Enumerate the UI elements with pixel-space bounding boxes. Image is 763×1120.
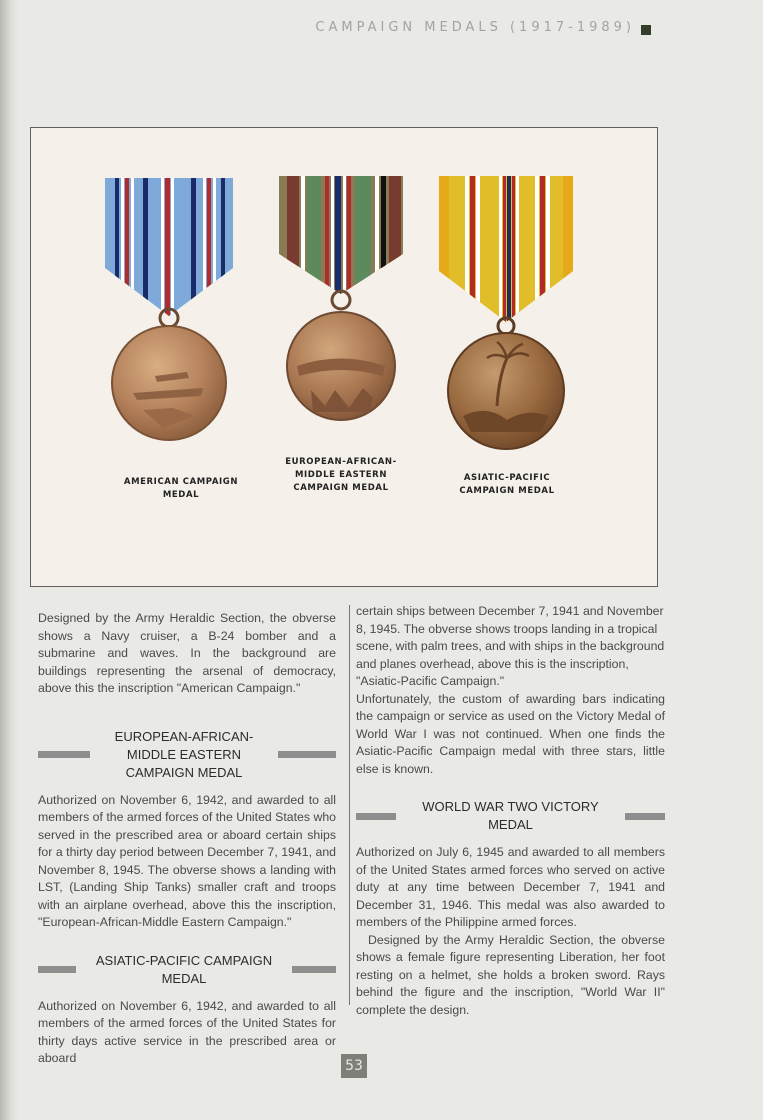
column-divider — [349, 605, 350, 1005]
heading-rule-right — [292, 966, 336, 973]
page-number: 53 — [341, 1054, 367, 1078]
eame-campaign-medal-image — [277, 176, 407, 426]
section-heading-eame — [38, 728, 336, 782]
medal-plate — [30, 127, 658, 587]
heading-rule-left — [356, 813, 396, 820]
victory-medal-design: Designed by the Army Heraldic Section, the obverse shows a female figure representing Liberation, her foot resting on a helmet, she holds a broken sword. Rays behind the figure and the inscription, "World War II" complete the design. — [356, 932, 665, 1017]
victory-medal-authorization: Authorized on July 6, 1945 and awarded to all members of the United States armed forces who served on active duty at any time between December 7, 1941 and December 31, 1946. This medal was also awarded to members of the Philippine armed forces. — [356, 845, 665, 929]
section-heading-asiatic-pacific — [38, 952, 336, 988]
heading-rule-right — [625, 813, 665, 820]
heading-asiatic-pacific-text: ASIATIC-PACIFIC CAMPAIGN MEDAL — [95, 952, 273, 986]
american-medal-description: Designed by the Army Heraldic Section, the obverse shows a Navy cruiser, a B-24 bomber and a submarine and waves. In the background are buildings representing the arsenal of democracy, above this the inscription "American Campaign." — [38, 611, 336, 695]
right-column — [356, 603, 665, 1019]
heading-rule-right — [278, 751, 336, 758]
european-african-middle-eastern-campaign-medal — [277, 176, 407, 431]
running-head-marker — [641, 25, 651, 35]
american-campaign-medal — [103, 178, 238, 453]
heading-rule-left — [38, 751, 90, 758]
running-head: CAMPAIGN MEDALS (1917-1989) — [315, 20, 635, 35]
american-campaign-medal-image — [103, 178, 238, 448]
asiatic-pacific-description-continued: certain ships between December 7, 1941 and November 8, 1945. The obverse shows troops landing in a tropical scene, with palm trees, and with ships in the background and planes overhead, above this is the inscription, "Asiatic-Pacific Campaign." — [356, 604, 665, 688]
asiatic-pacific-campaign-medal — [437, 176, 577, 456]
section-heading-victory-medal — [356, 798, 665, 834]
asiatic-pacific-medal-description: Authorized on November 6, 1942, and awarded to all members of the armed forces of the United States for thirty days active service in the prescribed area or aboard — [38, 998, 336, 1065]
page-gutter-shadow — [0, 0, 18, 1120]
asiatic-pacific-campaign-medal-image — [437, 176, 577, 451]
heading-eame-text: EUROPEAN-AFRICAN-MIDDLE EASTERN CAMPAIGN MEDAL — [114, 728, 254, 780]
caption-eame-campaign-medal: EUROPEAN-AFRICAN- MIDDLE EASTERN CAMPAIGN MEDAL — [285, 457, 397, 493]
heading-rule-left — [38, 966, 76, 973]
caption-asiatic-pacific-campaign-medal: ASIATIC-PACIFIC CAMPAIGN MEDAL — [459, 473, 555, 496]
campaign-bars-note: Unfortunately, the custom of awarding bars indicating the campaign or service as used on the Victory Medal of World War I was not continued. When one finds the Asiatic-Pacific Campaign medal with three stars, little else is known. — [356, 691, 665, 776]
eame-medal-description: Authorized on November 6, 1942, and awarded to all members of the armed forces of the United States who served in the prescribed area or aboard certain ships for a thirty day period between December 7, 1941, and November 8, 1945. The obverse shows a landing with LST, (Landing Ship Tanks) smaller craft and troops with an airplane overhead, above this the inscription, "European-African-Middle Eastern Campaign." — [38, 792, 337, 929]
caption-american-campaign-medal: AMERICAN CAMPAIGN MEDAL — [123, 477, 239, 500]
heading-victory-medal-text: WORLD WAR TWO VICTORY MEDAL — [422, 799, 599, 832]
left-column — [38, 610, 336, 1068]
